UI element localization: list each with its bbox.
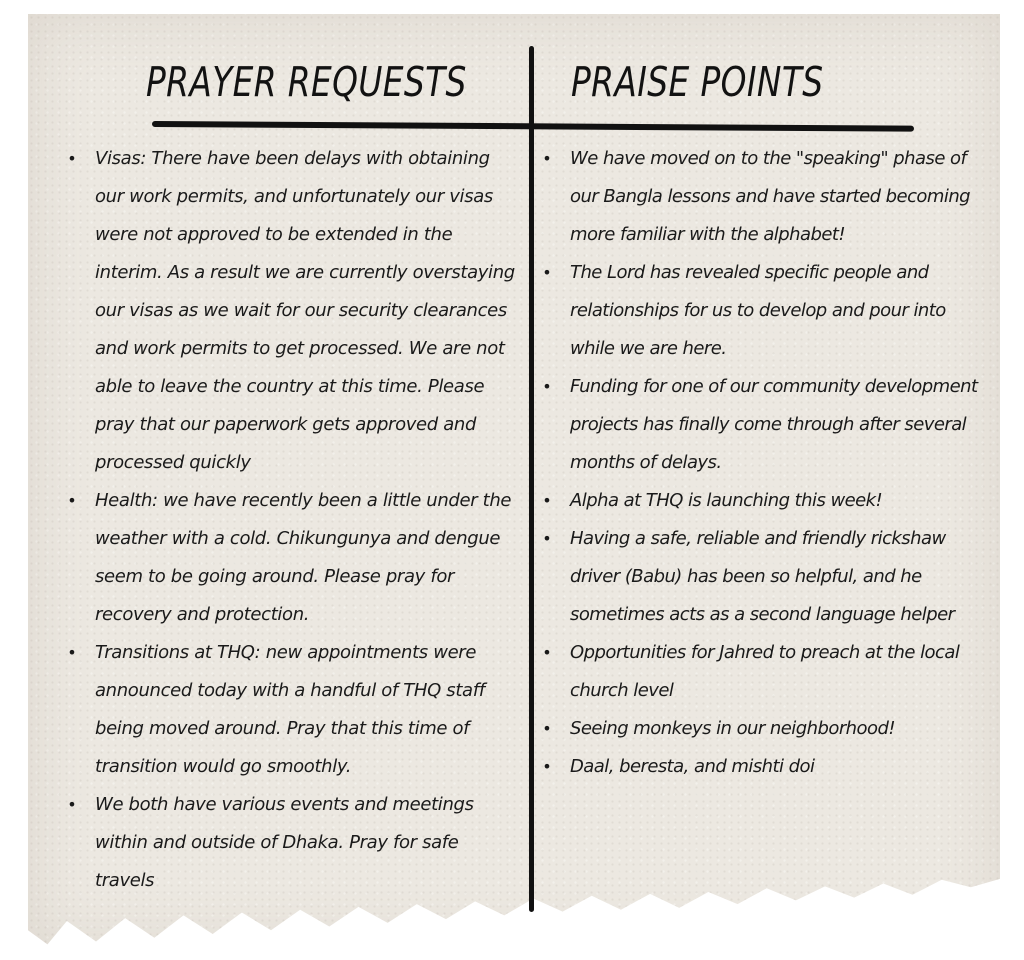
prayer-item-text: Health: we have recently been a little under the weather with a cold. Chikungunya and dengue seem to be going around. Please pray for recovery and protection. bbox=[95, 490, 512, 625]
prayer-item-visas bbox=[67, 140, 521, 482]
bullet-icon: • bbox=[67, 643, 77, 662]
bullet-icon: • bbox=[542, 377, 552, 396]
bullet-icon: • bbox=[542, 719, 552, 738]
prayer-item-health bbox=[67, 482, 521, 634]
bullet-icon: • bbox=[542, 149, 552, 168]
prayer-requests-list bbox=[67, 140, 521, 900]
bullet-icon: • bbox=[542, 491, 552, 510]
praise-item-text: Opportunities for Jahred to preach at the local church level bbox=[570, 642, 960, 701]
praise-item-text: Daal, beresta, and mishti doi bbox=[570, 756, 815, 777]
prayer-item-text: Visas: There have been delays with obtaining our work permits, and unfortunately our visas were not approved to be extended in the interim. As a result we are currently overstaying our visas as we wait for our security clearances and work permits to get processed. We are not able to leave the country at this time. Please pray that our paperwork gets approved and processed quickly bbox=[95, 148, 515, 473]
bullet-icon: • bbox=[542, 529, 552, 548]
prayer-item-travels bbox=[67, 786, 521, 900]
praise-points-list bbox=[542, 140, 982, 786]
prayer-item-text: We both have various events and meetings within and outside of Dhaka. Pray for safe travels bbox=[95, 794, 474, 891]
prayer-requests-heading: PRAYER REQUESTS bbox=[146, 58, 467, 106]
bullet-icon: • bbox=[67, 795, 77, 814]
praise-item-text: Having a safe, reliable and friendly rickshaw driver (Babu) has been so helpful, and he sometimes acts as a second language helper bbox=[570, 528, 955, 625]
bullet-icon: • bbox=[67, 491, 77, 510]
praise-item-text: Alpha at THQ is launching this week! bbox=[570, 490, 883, 511]
praise-item-preach bbox=[542, 634, 982, 710]
praise-item-text: We have moved on to the "speaking" phase of our Bangla lessons and have started becoming more familiar with the alphabet! bbox=[570, 148, 971, 245]
praise-item-monkeys bbox=[542, 710, 982, 748]
bullet-icon: • bbox=[542, 263, 552, 282]
prayer-item-transitions bbox=[67, 634, 521, 786]
praise-points-heading: PRAISE POINTS bbox=[571, 58, 824, 106]
praise-item-text: Seeing monkeys in our neighborhood! bbox=[570, 718, 895, 739]
praise-item-food bbox=[542, 748, 982, 786]
praise-item-bangla bbox=[542, 140, 982, 254]
bullet-icon: • bbox=[542, 643, 552, 662]
prayer-item-text: Transitions at THQ: new appointments were announced today with a handful of THQ staff being moved around. Pray that this time of transition would go smoothly. bbox=[95, 642, 485, 777]
praise-item-text: Funding for one of our community development projects has finally come through after several months of delays. bbox=[570, 376, 978, 473]
praise-item-funding bbox=[542, 368, 982, 482]
praise-item-alpha bbox=[542, 482, 982, 520]
praise-item-text: The Lord has revealed specific people and relationships for us to develop and pour into while we are here. bbox=[570, 262, 946, 359]
praise-item-rickshaw bbox=[542, 520, 982, 634]
bullet-icon: • bbox=[67, 149, 77, 168]
column-divider-line bbox=[529, 46, 534, 912]
praise-item-relationships bbox=[542, 254, 982, 368]
bullet-icon: • bbox=[542, 757, 552, 776]
